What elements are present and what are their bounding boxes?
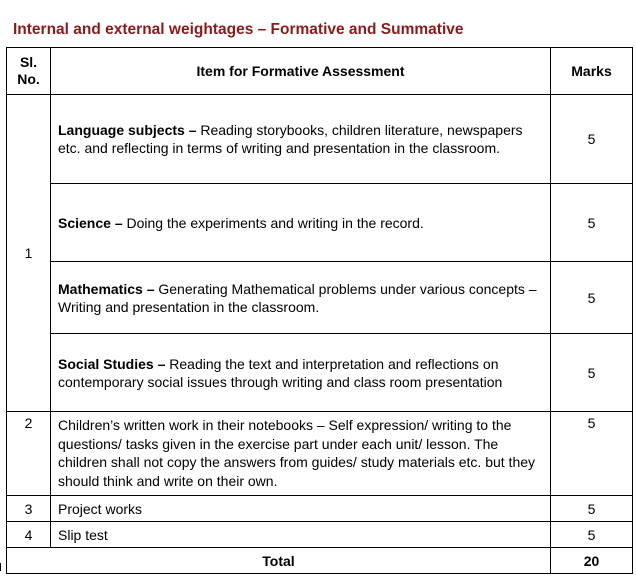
total-row: [7, 548, 633, 574]
table-row: [7, 334, 633, 412]
marks-cell: 5: [551, 95, 633, 184]
marks-cell: 5: [551, 522, 633, 548]
sl-number: 1: [7, 95, 51, 412]
header-marks: Marks: [551, 48, 633, 95]
table-header-row: [7, 48, 633, 95]
marks-cell: 5: [551, 496, 633, 522]
subject-label: Language subjects –: [58, 122, 197, 138]
marks-cell: 5: [551, 412, 633, 496]
table-row: [7, 412, 633, 496]
table-row: [7, 496, 633, 522]
table-row: [7, 522, 633, 548]
item-cell: [51, 184, 551, 262]
page-heading: Internal and external weightages – Formative and Summative: [13, 21, 464, 38]
edge-mark: [632, 516, 633, 524]
assessment-table: [6, 47, 633, 574]
header-sl-no: Sl. No.: [7, 48, 51, 95]
marks-cell: 5: [551, 184, 633, 262]
subject-label: Mathematics –: [58, 280, 155, 297]
header-item: Item for Formative Assessment: [51, 48, 551, 95]
marks-cell: 5: [551, 334, 633, 412]
table-row: [7, 184, 633, 262]
sl-number: 4: [7, 522, 51, 548]
item-cell: Children’s written work in their notebooks – Self expression/ writing to the questions/ tasks given in the exercise part under each unit/ lesson. The children shall not copy the answers from guides/ study materials etc. but they should think and write on their own.: [51, 412, 551, 496]
table-row: [7, 95, 633, 184]
item-cell: [51, 262, 551, 334]
table-row: [7, 262, 633, 334]
item-cell: [51, 334, 551, 412]
item-cell: [51, 95, 551, 184]
sl-number: 3: [7, 496, 51, 522]
edge-mark: [0, 563, 1, 571]
item-cell: Slip test: [51, 522, 551, 548]
total-value: 20: [551, 548, 633, 574]
item-description: Reading storybooks, children literature, newspapers etc. and reflecting in terms of writing and presentation in the classroom.: [58, 122, 523, 156]
total-label: Total: [7, 548, 551, 574]
item-description: Reading the text and interpretation and reflections on contemporary social issues through writing and class room presentation: [58, 355, 503, 390]
subject-label: Science –: [58, 214, 123, 231]
marks-cell: 5: [551, 262, 633, 334]
item-description: Generating Mathematical problems under various concepts – Writing and presentation in the classroom.: [58, 280, 537, 315]
subject-label: Social Studies –: [58, 355, 166, 372]
sl-number: 2: [7, 412, 51, 496]
item-description: Doing the experiments and writing in the record.: [122, 214, 424, 231]
item-cell: Project works: [51, 496, 551, 522]
